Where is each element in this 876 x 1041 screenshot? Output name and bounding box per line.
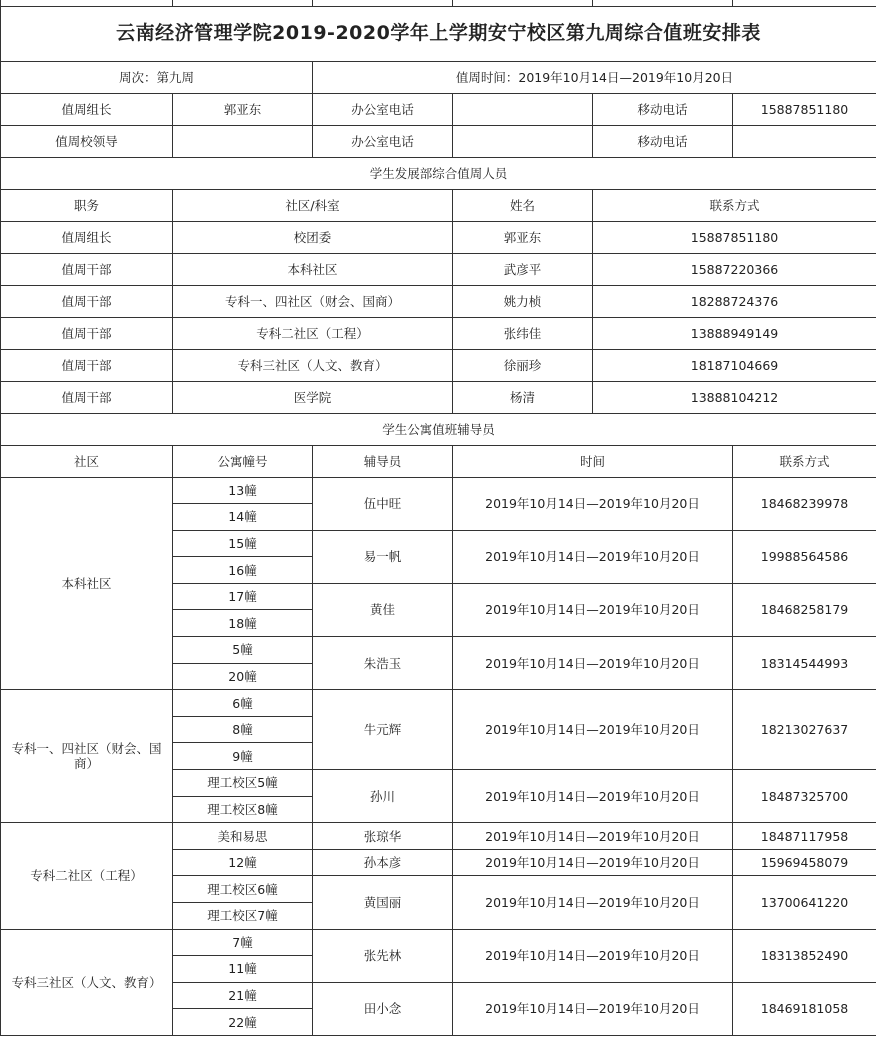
leader-role: 值周校领导 — [1, 125, 173, 157]
building-number: 18幢 — [173, 610, 313, 637]
counselor-name: 伍中旺 — [313, 477, 453, 530]
community-name: 专科三社区（人文、教育） — [1, 929, 173, 1035]
building-number: 15幢 — [173, 530, 313, 557]
building-number: 美和易思 — [173, 823, 313, 850]
duty-phone: 18288724376 — [593, 285, 876, 317]
building-number: 11幢 — [173, 956, 313, 983]
header-role: 职务 — [1, 189, 173, 221]
dorm-row — [1, 823, 876, 850]
duty-dept: 校团委 — [173, 221, 453, 253]
dorm-section-row — [1, 413, 876, 445]
header-counselor: 辅导员 — [313, 445, 453, 477]
dorm-header-row — [1, 445, 876, 477]
duty-role: 值周组长 — [1, 221, 173, 253]
mobile-phone-label: 移动电话 — [593, 93, 733, 125]
duty-time: 2019年10月14日—2019年10月20日 — [453, 849, 733, 876]
leader-row — [1, 93, 876, 125]
building-number: 21幢 — [173, 982, 313, 1009]
dorm-row — [1, 929, 876, 956]
office-phone-value — [453, 93, 593, 125]
duty-time: 2019年10月14日—2019年10月20日 — [453, 929, 733, 982]
counselor-phone: 18469181058 — [733, 982, 876, 1035]
office-phone-label: 办公室电话 — [313, 125, 453, 157]
dorm-row — [1, 477, 876, 504]
counselor-phone: 19988564586 — [733, 530, 876, 583]
building-number: 5幢 — [173, 637, 313, 664]
duty-time: 2019年10月14日—2019年10月20日 — [453, 530, 733, 583]
counselor-phone: 18213027637 — [733, 690, 876, 770]
counselor-name: 孙本彦 — [313, 849, 453, 876]
dev-row — [1, 381, 876, 413]
duty-dept: 本科社区 — [173, 253, 453, 285]
leader-role: 值周组长 — [1, 93, 173, 125]
dev-row — [1, 285, 876, 317]
duty-time: 2019年10月14日—2019年10月20日 — [453, 823, 733, 850]
building-number: 7幢 — [173, 929, 313, 956]
duty-time: 2019年10月14日—2019年10月20日 — [453, 690, 733, 770]
counselor-phone: 13700641220 — [733, 876, 876, 929]
duty-role: 值周干部 — [1, 317, 173, 349]
duty-time: 2019年10月14日—2019年10月20日 — [453, 637, 733, 690]
mobile-phone-value — [733, 125, 876, 157]
week-label: 周次：第九周 — [1, 61, 313, 93]
counselor-phone: 15969458079 — [733, 849, 876, 876]
duty-name: 杨清 — [453, 381, 593, 413]
counselor-name: 黄佳 — [313, 583, 453, 636]
duty-dept: 专科二社区（工程） — [173, 317, 453, 349]
header-community: 社区 — [1, 445, 173, 477]
counselor-phone: 18487325700 — [733, 770, 876, 823]
duty-name: 张纬佳 — [453, 317, 593, 349]
counselor-phone: 18468239978 — [733, 477, 876, 530]
duty-phone: 18187104669 — [593, 349, 876, 381]
dorm-row — [1, 690, 876, 717]
duty-role: 值周干部 — [1, 381, 173, 413]
duty-time: 2019年10月14日—2019年10月20日 — [453, 876, 733, 929]
duty-time: 2019年10月14日—2019年10月20日 — [453, 770, 733, 823]
duty-dept: 专科三社区（人文、教育） — [173, 349, 453, 381]
dev-section-title: 学生发展部综合值周人员 — [1, 157, 876, 189]
counselor-name: 朱浩玉 — [313, 637, 453, 690]
building-number: 20幢 — [173, 663, 313, 690]
duty-phone: 13888104212 — [593, 381, 876, 413]
leader-row — [1, 125, 876, 157]
office-phone-label: 办公室电话 — [313, 93, 453, 125]
dev-header-row — [1, 189, 876, 221]
dev-row — [1, 317, 876, 349]
building-number: 理工校区8幢 — [173, 796, 313, 823]
building-number: 16幢 — [173, 557, 313, 584]
counselor-name: 田小念 — [313, 982, 453, 1035]
counselor-name: 孙川 — [313, 770, 453, 823]
header-contact: 联系方式 — [593, 189, 876, 221]
duty-dept: 医学院 — [173, 381, 453, 413]
counselor-phone: 18313852490 — [733, 929, 876, 982]
duty-phone: 13888949149 — [593, 317, 876, 349]
counselor-phone: 18487117958 — [733, 823, 876, 850]
dev-row — [1, 349, 876, 381]
building-number: 6幢 — [173, 690, 313, 717]
community-name: 专科二社区（工程） — [1, 823, 173, 929]
header-contact: 联系方式 — [733, 445, 876, 477]
duty-period: 值周时间：2019年10月14日—2019年10月20日 — [313, 61, 876, 93]
mobile-phone-value: 15887851180 — [733, 93, 876, 125]
building-number: 13幢 — [173, 477, 313, 504]
community-name: 专科一、四社区（财会、国商） — [1, 690, 173, 823]
duty-time: 2019年10月14日—2019年10月20日 — [453, 982, 733, 1035]
mobile-phone-label: 移动电话 — [593, 125, 733, 157]
duty-dept: 专科一、四社区（财会、国商） — [173, 285, 453, 317]
duty-role: 值周干部 — [1, 349, 173, 381]
duty-role: 值周干部 — [1, 253, 173, 285]
building-number: 理工校区6幢 — [173, 876, 313, 903]
counselor-phone: 18314544993 — [733, 637, 876, 690]
duty-name: 武彦平 — [453, 253, 593, 285]
dev-row — [1, 253, 876, 285]
building-number: 17幢 — [173, 583, 313, 610]
duty-time: 2019年10月14日—2019年10月20日 — [453, 477, 733, 530]
building-number: 9幢 — [173, 743, 313, 770]
dorm-section-title: 学生公寓值班辅导员 — [1, 413, 876, 445]
counselor-name: 牛元辉 — [313, 690, 453, 770]
duty-role: 值周干部 — [1, 285, 173, 317]
counselor-name: 张先林 — [313, 929, 453, 982]
duty-phone: 15887220366 — [593, 253, 876, 285]
building-number: 理工校区7幢 — [173, 903, 313, 930]
duty-name: 姚力桢 — [453, 285, 593, 317]
counselor-name: 张琼华 — [313, 823, 453, 850]
dev-row — [1, 221, 876, 253]
header-dept: 社区/科室 — [173, 189, 453, 221]
office-phone-value — [453, 125, 593, 157]
building-number: 14幢 — [173, 504, 313, 531]
building-number: 理工校区5幢 — [173, 770, 313, 797]
building-number: 12幢 — [173, 849, 313, 876]
duty-phone: 15887851180 — [593, 221, 876, 253]
header-building: 公寓幢号 — [173, 445, 313, 477]
duty-name: 徐丽珍 — [453, 349, 593, 381]
counselor-name: 易一帆 — [313, 530, 453, 583]
building-number: 22幢 — [173, 1009, 313, 1036]
duty-name: 郭亚东 — [453, 221, 593, 253]
header-time: 时间 — [453, 445, 733, 477]
counselor-phone: 18468258179 — [733, 583, 876, 636]
header-name: 姓名 — [453, 189, 593, 221]
page-title: 云南经济管理学院2019-2020学年上学期安宁校区第九周综合值班安排表 — [1, 6, 876, 61]
duty-time: 2019年10月14日—2019年10月20日 — [453, 583, 733, 636]
counselor-name: 黄国丽 — [313, 876, 453, 929]
building-number: 8幢 — [173, 716, 313, 743]
community-name: 本科社区 — [1, 477, 173, 690]
leader-name: 郭亚东 — [173, 93, 313, 125]
leader-name — [173, 125, 313, 157]
